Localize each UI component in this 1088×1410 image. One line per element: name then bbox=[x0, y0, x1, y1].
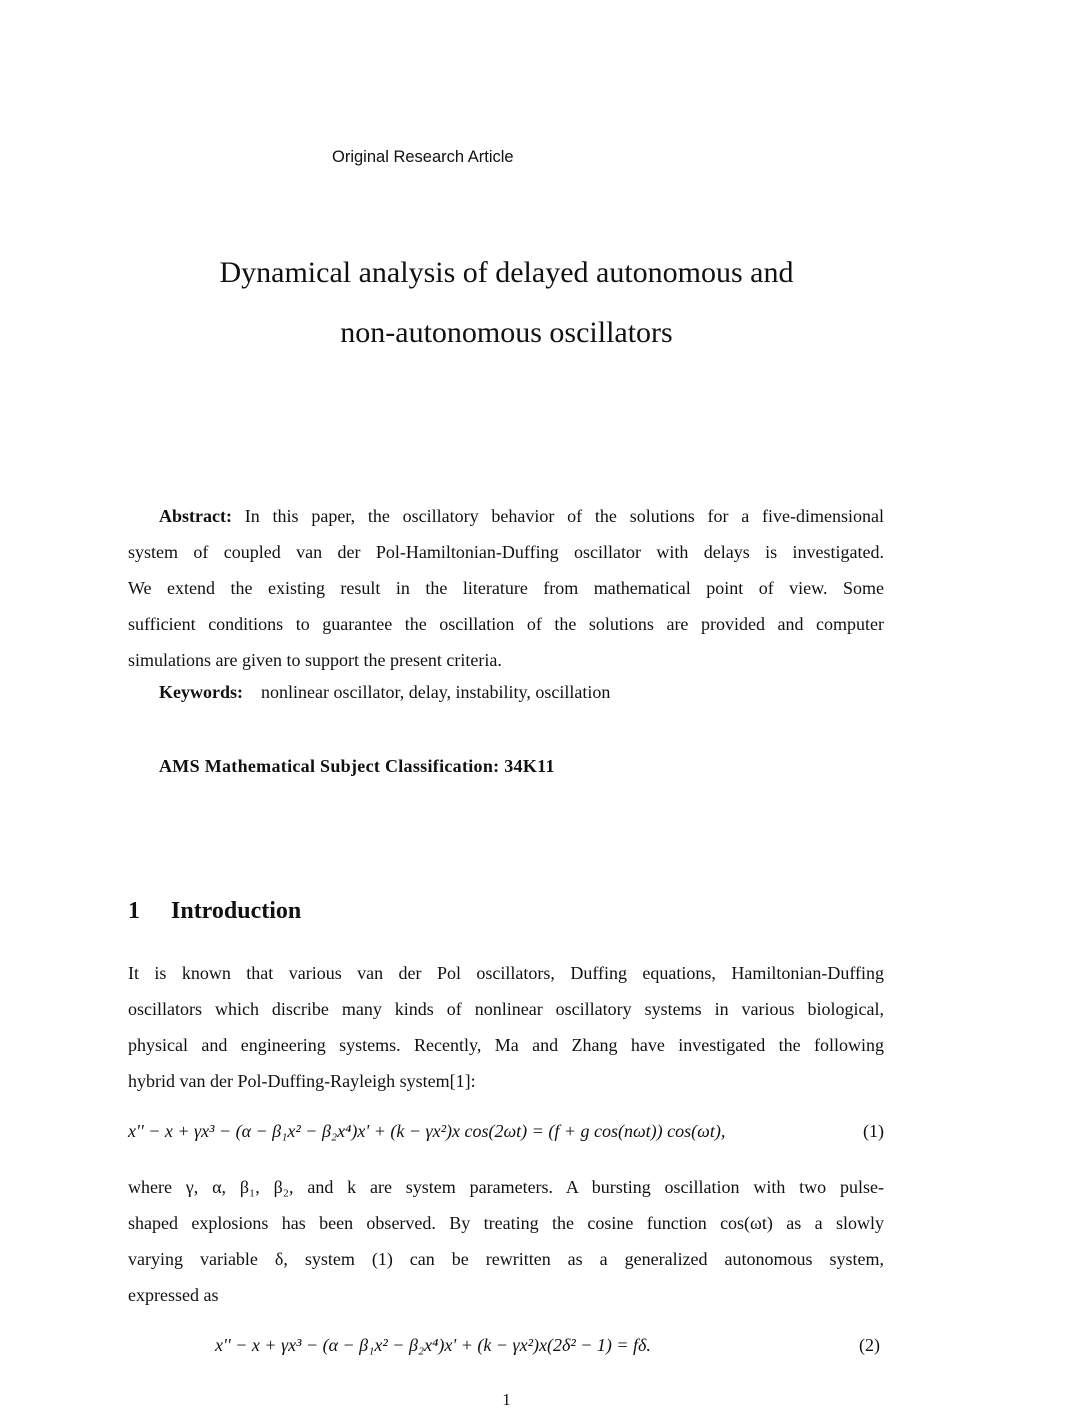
keywords-value: nonlinear oscillator, delay, instability, oscillation bbox=[261, 682, 611, 702]
abstract-label: Abstract: bbox=[159, 506, 232, 526]
paragraph-line: varying variable δ, system (1) can be rewritten as a generalized autonomous system, bbox=[128, 1249, 884, 1269]
intro-paragraph-2 bbox=[128, 1169, 884, 1313]
paper-title-line-2: non-autonomous oscillators bbox=[340, 316, 673, 349]
abstract-line: simulations are given to support the present criteria. bbox=[128, 650, 502, 670]
paragraph-line: shaped explosions has been observed. By treating the cosine function cos(ωt) as a slowly bbox=[128, 1213, 884, 1233]
section-heading bbox=[128, 898, 301, 925]
abstract-line: We extend the existing result in the literature from mathematical point of view. Some bbox=[128, 578, 884, 598]
paragraph-line: where γ, α, β₁, β₂, and k are system parameters. A bursting oscillation with two pulse- bbox=[128, 1177, 884, 1197]
paper-title-line-1: Dynamical analysis of delayed autonomous and bbox=[219, 256, 794, 289]
abstract-line: system of coupled van der Pol-Hamiltonian-Duffing oscillator with delays is investigated. bbox=[128, 542, 884, 562]
equation-1-number: (1) bbox=[863, 1121, 884, 1141]
paragraph-line: hybrid van der Pol-Duffing-Rayleigh system[1]: bbox=[128, 1071, 476, 1091]
equation-2-body: x'' − x + γx³ − (α − β₁x² − β₂x⁴)x' + (k − γx²)x(2δ² − 1) = fδ. bbox=[215, 1335, 651, 1355]
ams-classification: AMS Mathematical Subject Classification: 34K11 bbox=[159, 756, 555, 776]
page-number: 1 bbox=[502, 1390, 511, 1409]
paragraph-line: physical and engineering systems. Recently, Ma and Zhang have investigated the following bbox=[128, 1035, 884, 1055]
equation-1-body: x'' − x + γx³ − (α − β₁x² − β₂x⁴)x' + (k − γx²)x cos(2ωt) = (f + g cos(nωt)) cos(ωt), bbox=[128, 1121, 726, 1141]
paragraph-line: expressed as bbox=[128, 1285, 219, 1305]
paragraph-line: oscillators which discribe many kinds of nonlinear oscillatory systems in various biological, bbox=[128, 999, 884, 1019]
keywords bbox=[159, 682, 610, 703]
article-type-label: Original Research Article bbox=[332, 148, 514, 166]
equation-2-number: (2) bbox=[859, 1335, 880, 1355]
abstract-line: sufficient conditions to guarantee the oscillation of the solutions are provided and computer bbox=[128, 614, 884, 634]
section-title: Introduction bbox=[171, 898, 302, 924]
abstract-line: Abstract: In this paper, the oscillatory behavior of the solutions for a five-dimensional bbox=[159, 506, 884, 526]
equation-1 bbox=[128, 1121, 884, 1142]
intro-paragraph-1 bbox=[128, 955, 884, 1099]
section-number: 1 bbox=[128, 898, 140, 924]
paragraph-line: It is known that various van der Pol oscillators, Duffing equations, Hamiltonian-Duffing bbox=[128, 963, 884, 983]
keywords-label: Keywords: bbox=[159, 682, 243, 702]
abstract bbox=[128, 498, 884, 678]
